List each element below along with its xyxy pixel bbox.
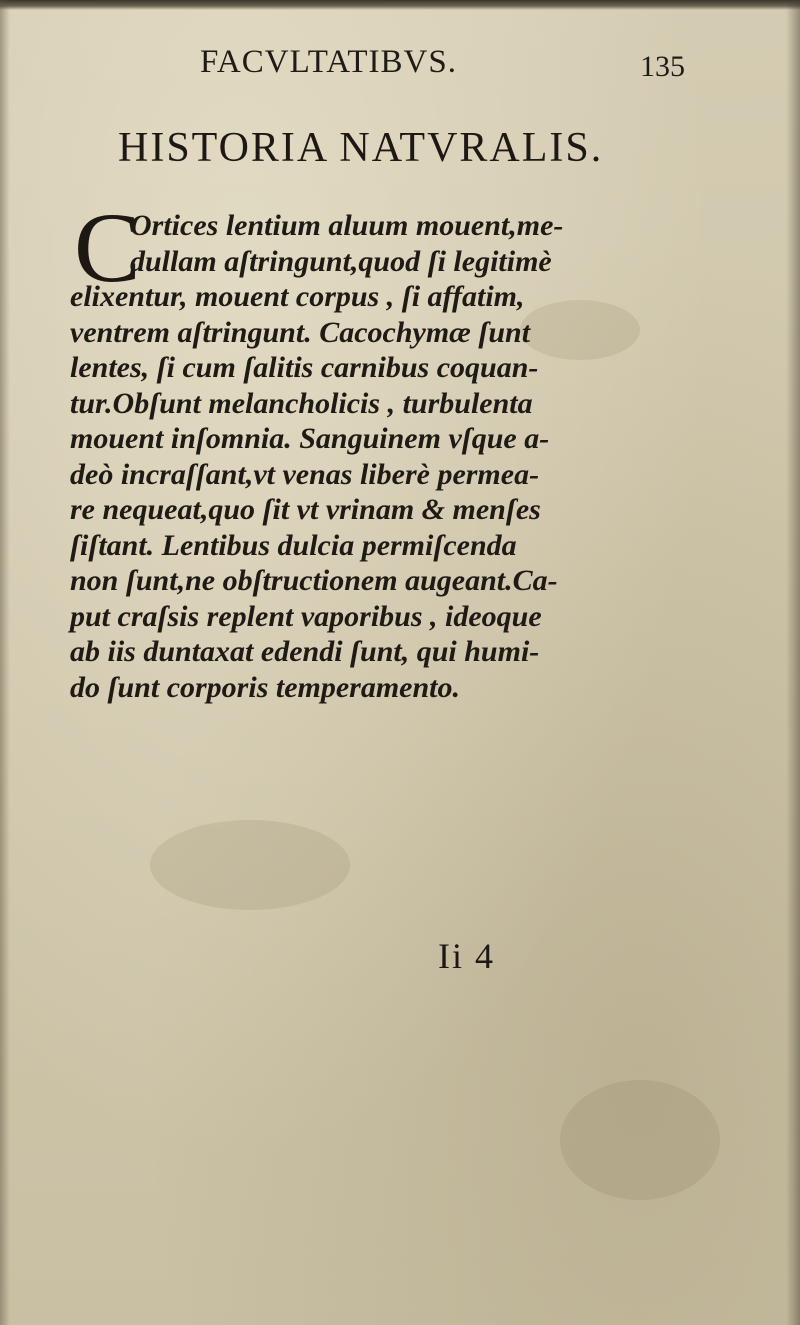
text-line: lentes, ſi cum ſalitis carnibus coquan- (70, 351, 539, 384)
text-line: ventrem aſtringunt. Cacochymæ ſunt (70, 315, 531, 349)
right-binding-edge (786, 0, 800, 1325)
text-line: deò incraſſant,vt venas liberè permea- (70, 457, 540, 491)
drop-cap: C (74, 192, 141, 303)
text-line: mouent inſomnia. Sanguinem vſque a- (70, 422, 550, 455)
text-line: elixentur, mouent corpus , ſi affatim, (70, 280, 525, 313)
paper-stain (150, 820, 350, 910)
left-page-edge (0, 0, 10, 1325)
text-line: dullam aſtringunt,quod ſi legitimè (130, 244, 552, 278)
text-line: Ortices lentium aluum mouent,me- (130, 209, 564, 242)
text-line: ab iis duntaxat edendi ſunt, qui humi- (70, 635, 540, 668)
text-line: do ſunt corporis temperamento. (70, 670, 461, 704)
text-line: re nequeat,quo ſit vt vrinam & menſes (70, 493, 541, 526)
page-number: 135 (640, 50, 685, 83)
text-line: tur.Obſunt melancholicis , turbulenta (70, 386, 533, 420)
paper-stain (560, 1080, 720, 1200)
text-line: put craſsis replent vaporibus , ideoque (70, 599, 542, 633)
body-paragraph (70, 208, 710, 705)
section-title: HISTORIA NATVRALIS. (118, 125, 604, 171)
running-head: FACVLTATIBVS. (200, 44, 457, 80)
top-binding-edge (0, 0, 800, 10)
text-line: non ſunt,ne obſtructionem augeant.Ca- (70, 564, 558, 597)
text-line: ſiſtant. Lentibus dulcia permiſcenda (70, 528, 517, 562)
signature-mark: Ii 4 (438, 936, 495, 976)
